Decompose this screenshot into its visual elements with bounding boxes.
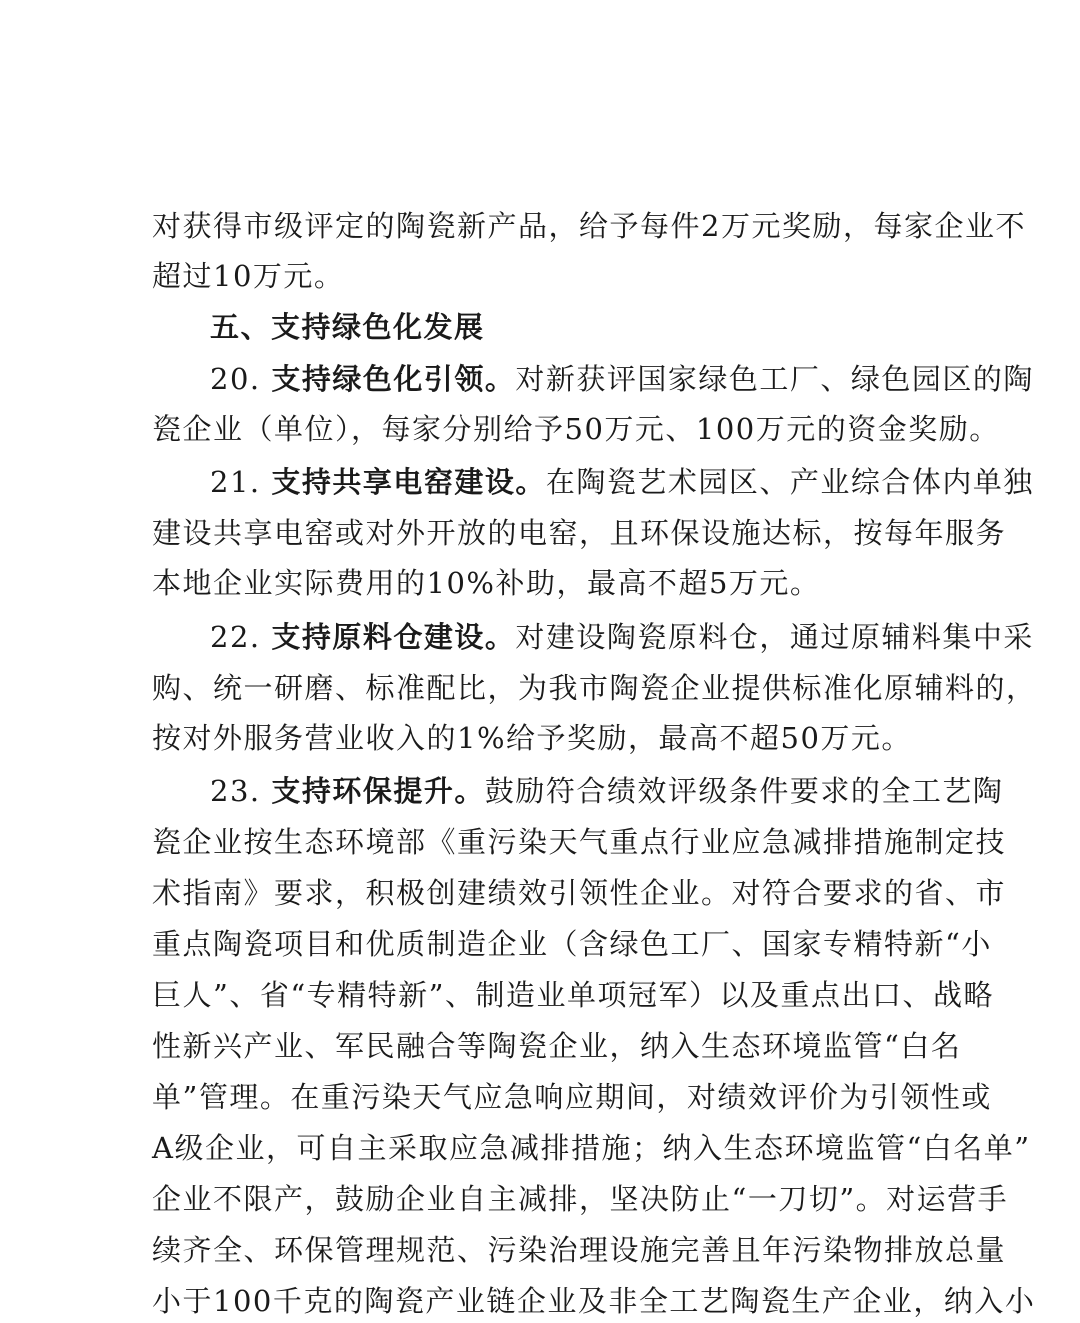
- paragraph-line: 超过10万元。: [152, 259, 345, 293]
- item-22-first-line: [210, 620, 1034, 654]
- paragraph-line: 巨人”、省“专精特新”、制造业单项冠军）以及重点出口、战略: [152, 978, 994, 1012]
- item-title: 支持原料仓建设。: [271, 620, 516, 654]
- item-number: 21.: [210, 465, 272, 499]
- paragraph-line: 术指南》要求，积极创建绩效引领性企业。对符合要求的省、市: [152, 876, 1007, 910]
- item-text: 鼓励符合绩效评级条件要求的全工艺陶: [484, 774, 1004, 808]
- paragraph-line: 瓷企业（单位），每家分别给予50万元、100万元的资金奖励。: [152, 412, 1000, 446]
- paragraph-line: 按对外服务营业收入的1%给予奖励，最高不超50万元。: [152, 721, 912, 755]
- paragraph-line: 企业不限产，鼓励企业自主减排，坚决防止“一刀切”。对运营手: [152, 1182, 1009, 1216]
- item-title: 支持环保提升。: [271, 774, 485, 808]
- item-21-first-line: [210, 465, 1034, 499]
- paragraph-line: 性新兴产业、军民融合等陶瓷企业，纳入生态环境监管“白名: [152, 1029, 962, 1063]
- paragraph-line: 重点陶瓷项目和优质制造企业（含绿色工厂、国家专精特新“小: [152, 927, 992, 961]
- paragraph-line: 对获得市级评定的陶瓷新产品，给予每件2万元奖励，每家企业不: [152, 209, 1026, 243]
- paragraph-line: 购、统一研磨、标准配比，为我市陶瓷企业提供标准化原辅料的，: [152, 671, 1037, 705]
- paragraph-line: 瓷企业按生态环境部《重污染天气重点行业应急减排措施制定技: [152, 825, 1007, 859]
- section-heading: 五、支持绿色化发展: [210, 310, 485, 344]
- paragraph-line: 建设共享电窑或对外开放的电窑，且环保设施达标，按每年服务: [152, 516, 1007, 550]
- item-text: 对建设陶瓷原料仓，通过原辅料集中采: [515, 620, 1034, 654]
- item-title: 支持共享电窑建设。: [271, 465, 546, 499]
- item-20-first-line: [210, 362, 1034, 396]
- item-text: 在陶瓷艺术园区、产业综合体内单独: [545, 465, 1034, 499]
- item-number: 22.: [210, 620, 272, 654]
- item-23-first-line: [210, 774, 1004, 808]
- item-title: 支持绿色化引领。: [271, 362, 516, 396]
- paragraph-line: A级企业，可自主采取应急减排措施；纳入生态环境监管“白名单”: [152, 1131, 1031, 1165]
- item-number: 20.: [210, 362, 272, 396]
- paragraph-line: 小于100千克的陶瓷产业链企业及非全工艺陶瓷生产企业，纳入小: [152, 1284, 1036, 1318]
- paragraph-line: 单”管理。在重污染天气应急响应期间，对绩效评价为引领性或: [152, 1080, 992, 1114]
- paragraph-line: 续齐全、环保管理规范、污染治理设施完善且年污染物排放总量: [152, 1233, 1007, 1267]
- item-number: 23.: [210, 774, 272, 808]
- item-text: 对新获评国家绿色工厂、绿色园区的陶: [515, 362, 1034, 396]
- paragraph-line: 本地企业实际费用的10%补助，最高不超5万元。: [152, 566, 821, 600]
